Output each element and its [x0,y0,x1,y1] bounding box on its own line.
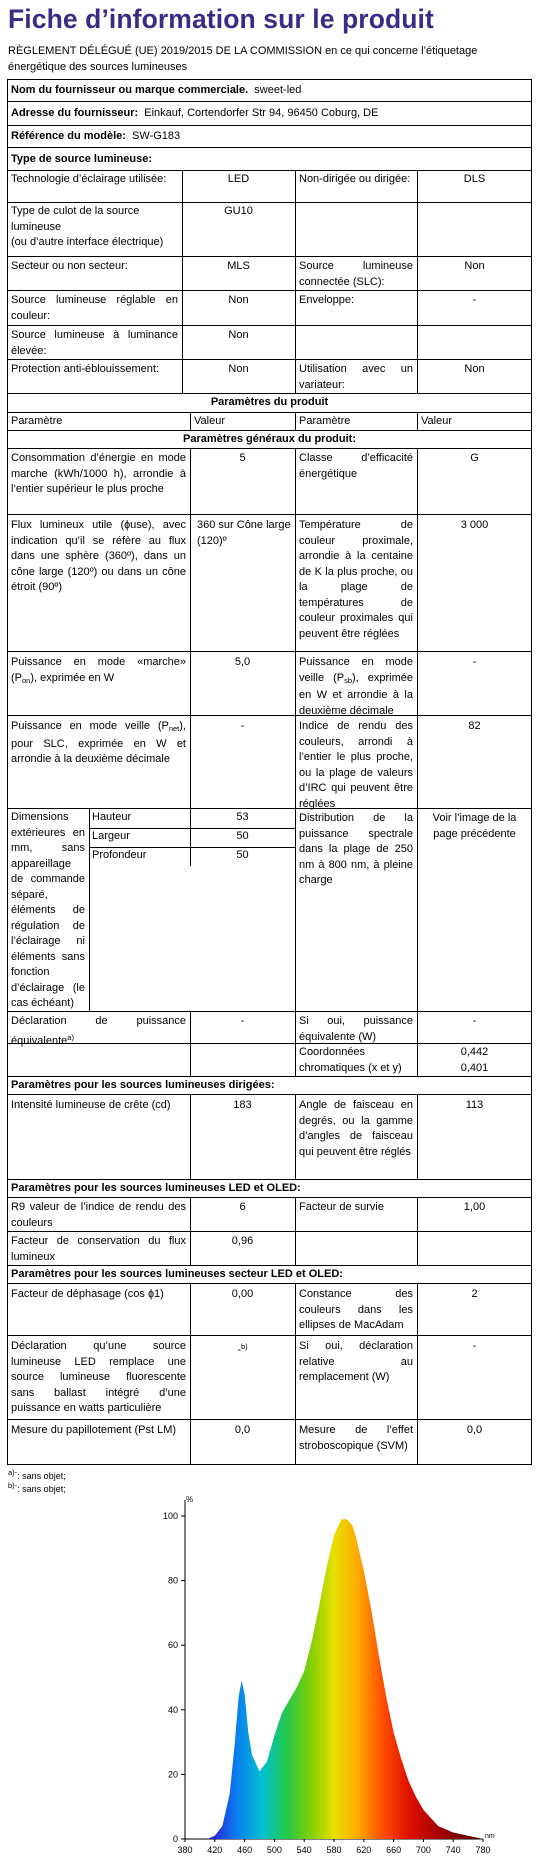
r9-value: 6 [239,1201,246,1213]
energy-value: 5 [239,452,246,464]
spectral-distribution-chart [140,1494,520,1869]
equivalent-yes-value: - [472,1015,477,1027]
footnote-a: $^{a)-}$: sans objet; [8,1468,66,1481]
general-params-heading: Paramètres généraux du produit: [183,433,356,445]
col-param-header: Paramètre [11,415,63,427]
beam-angle-value: 113 [465,1099,484,1111]
technology-label: Technologie d’éclairage utilisée: [11,173,167,185]
dimensions-row [8,809,531,1012]
x-tick-label: 660 [386,1845,402,1855]
model-label: Référence du modèle: [11,130,126,142]
mains-value: MLS [227,260,250,272]
macadam-value: 2 [471,1288,478,1300]
height-label: Hauteur [92,811,132,823]
source-type-heading-row [8,148,531,171]
peak-intensity-value: 183 [233,1099,252,1111]
connected-label: Source lumineuse connectée (SLC): [299,260,413,288]
directional-label: Non-dirigée ou dirigée: [299,173,411,185]
x-tick-label: 380 [177,1845,193,1855]
cap-type-label: Type de culot de la source lumineuse [11,205,140,233]
on-power-value: 5,0 [234,656,251,668]
replacement-row [8,1336,531,1420]
technology-value: LED [227,173,250,185]
dimensions-grid [89,809,295,867]
column-header-row [8,413,531,431]
chromaticity-y: 0,401 [460,1061,489,1074]
tunable-value: Non [228,294,249,306]
replacement-yes-label: Si oui, déclaration relative au remplacement (W) [299,1340,413,1383]
standby-power-label: Puissance en mode veille $(P_{sb})$, exprimée en W et arrondie à la deuxième décimale [299,656,413,717]
high-luminance-value: Non [228,329,249,341]
connected-value: Non [464,260,485,272]
cap-type-row [8,203,531,257]
tunable-row [8,291,531,326]
y-tick-label: 60 [167,1640,178,1651]
r9-label: R9 valeur de l’indice de rendu des couleurs [11,1201,186,1229]
cap-type-value: GU10 [224,205,253,217]
supplier-address-row [8,102,531,126]
flux-label: Flux lumineux utile (ɸuse), avec indication qu’il se réfère au flux dans une sphère (360º), dans un cône large (120º) ou dans un cône étroit (90º) [11,519,186,593]
col-value-header: Valeur [194,415,225,427]
tunable-label: Source lumineuse réglable en couleur: [11,294,178,322]
equivalent-yes-label: Si oui, puissance équivalente (W) [299,1015,413,1043]
supplier-name-row [8,80,531,102]
width-label: Largeur [92,830,130,842]
x-tick-label: 580 [326,1845,342,1855]
mains-led-heading-row [8,1266,531,1284]
product-table [7,79,532,1465]
replacement-value: -$^{b)}$ [237,1342,248,1356]
antiglare-value: Non [228,363,249,375]
regulation-text: RÈGLEMENT DÉLÉGUÉ (UE) 2019/2015 DE LA COMMISSION en ce qui concerne l’étiquetage énergétique des sources lumineuses [8,45,478,73]
x-tick-label: 460 [237,1845,253,1855]
phase-value: 0,00 [231,1288,254,1300]
mains-row [8,257,531,291]
chromaticity-label: Coordonnées chromatiques (x et y) [299,1046,402,1074]
general-heading-row [8,431,531,449]
col-value-header-2: Valeur [421,415,452,427]
chromaticity-x: 0,442 [460,1046,489,1058]
equivalent-power-value: - [240,1015,245,1027]
mains-led-heading: Paramètres pour les sources lumineuses secteur LED et OLED: [11,1268,343,1280]
energy-row [8,449,531,515]
survival-value: 1,00 [463,1201,486,1213]
y-tick-label: 100 [162,1511,178,1521]
network-standby-value: - [240,720,245,732]
y-axis-label: % [186,1495,194,1504]
x-tick-label: 780 [475,1845,491,1855]
phase-label: Facteur de déphasage (cos ɸ1) [11,1288,164,1300]
cri-value: 82 [468,720,481,732]
model-row [8,126,531,148]
supplier-address-value: Einkauf, Cortendorfer Str 94, 96450 Coburg, DE [144,107,379,119]
product-params-heading: Paramètres du produit [210,396,329,408]
y-tick-label: 40 [167,1704,178,1715]
r9-row [8,1198,531,1232]
energy-label: Consommation d’énergie en mode marche (kWh/1000 h), arrondie à l’entier supérieur le plus proche [11,452,186,495]
x-tick-label: 740 [445,1845,461,1855]
antiglare-row [8,360,531,394]
product-params-heading-row [8,394,531,413]
standby-power-value: - [472,656,477,668]
led-oled-heading: Paramètres pour les sources lumineuses LED et OLED: [11,1182,301,1194]
directional-heading: Paramètres pour les sources lumineuses dirigées: [11,1079,275,1091]
on-power-label: Puissance en mode «marche» $(P_{on})$, exprimée en W [11,656,186,685]
y-tick-label: 20 [167,1769,178,1780]
envelope-label: Enveloppe: [299,294,355,306]
width-value: 50 [236,830,249,842]
cri-label: Indice de rendu des couleurs, arrondi à l’entier le plus proche, ou la plage de valeurs d’IRC qui peuvent être réglées [299,720,413,810]
depth-label: Profondeur [92,849,147,861]
cct-value: 3 000 [460,519,489,531]
spectrum-series-area [207,1519,483,1839]
cct-label: Température de couleur proximale, arrondie à la centaine de K la plus proche, ou la plage de températures de couleur proximales qui peuvent être réglées [299,519,413,640]
spd-label: Distribution de la puissance spectrale dans la plage de 250 nm à 800 nm, à pleine charge [299,812,413,886]
network-standby-label: Puissance en mode veille $(P_{net})$, pour SLC, exprimée en W et arrondie à la deuxième décimale [11,720,186,765]
peak-intensity-label: Intensité lumineuse de crête (cd) [11,1099,171,1111]
replacement-yes-value: - [472,1340,477,1352]
antiglare-label: Protection anti-éblouissement: [11,363,159,375]
survival-label: Facteur de survie [299,1201,384,1213]
stroboscopic-label: Mesure de l’effet stroboscopique (SVM) [299,1424,413,1452]
flicker-row [8,1420,531,1464]
cap-type-label-2: (ou d’autre interface électrique) [11,236,164,248]
spd-value: Voir l’image de la page précédente [432,812,517,840]
flicker-value: 0,0 [234,1424,251,1436]
technology-row [8,171,531,203]
phase-row [8,1284,531,1336]
mains-label: Secteur ou non secteur: [11,260,128,272]
depth-value: 50 [236,849,249,861]
flux-value: 360 sur Cône large (120)º [197,519,291,547]
col-param-header-2: Paramètre [299,415,351,427]
chromaticity-row [8,1044,531,1077]
equivalent-power-row [8,1012,531,1047]
supplier-name-label: Nom du fournisseur ou marque commerciale. [11,84,249,96]
maintenance-value: 0,96 [231,1235,254,1247]
page-title: Fiche d’information sur le produit [8,4,434,34]
high-luminance-label: Source lumineuse à luminance élevée: [11,329,178,357]
maintenance-row [8,1232,531,1266]
x-tick-label: 540 [296,1845,312,1855]
on-power-row [8,652,531,716]
high-luminance-row [8,326,531,360]
replacement-label: Déclaration qu’une source lumineuse LED remplace une source lumineuse fluorescente sans ballast intégré d’une puissance en watts particulière [11,1340,186,1414]
led-oled-heading-row [8,1180,531,1198]
peak-intensity-row [8,1095,531,1180]
envelope-value: - [472,294,477,306]
y-tick-label: 80 [167,1575,178,1586]
source-type-heading: Type de source lumineuse: [11,153,153,165]
dimmer-value: Non [464,363,485,375]
x-axis-label: nm [485,1833,495,1840]
stroboscopic-value: 0,0 [466,1424,483,1436]
beam-angle-label: Angle de faisceau en degrés, ou la gamme d’angles de faisceau qui peuvent être réglés [299,1099,413,1158]
model-value: SW-G183 [132,130,181,142]
efficiency-class-value: G [470,452,479,464]
directional-heading-row [8,1077,531,1095]
network-standby-row [8,716,531,809]
x-tick-label: 700 [415,1845,431,1855]
maintenance-label: Facteur de conservation du flux lumineux [11,1235,186,1263]
y-tick-label: 0 [172,1834,178,1844]
footnote-b: $^{b)-}$: sans objet; [8,1481,66,1494]
x-tick-label: 420 [207,1845,223,1855]
x-tick-label: 500 [266,1845,282,1855]
x-tick-label: 620 [356,1845,372,1855]
dimensions-label: Dimensions extérieures en mm, sans appareillage de commande séparé, éléments de régulation de l’éclairage ni éléments sans fonction d’éclairage (le cas échéant) [11,811,85,1009]
equivalent-power-label: Déclaration de puissance équivalente$^{a)}$ [11,1015,186,1047]
macadam-label: Constance des couleurs dans les ellipses de MacAdam [299,1288,413,1331]
height-value: 53 [236,811,249,823]
directional-value: DLS [463,173,486,185]
dimmer-label: Utilisation avec un variateur: [299,363,413,391]
supplier-name-value: sweet-led [254,84,302,96]
flux-row [8,515,531,652]
supplier-address-label: Adresse du fournisseur: [11,107,139,119]
flicker-label: Mesure du papillotement (Pst LM) [11,1424,177,1436]
efficiency-class-label: Classe d’efficacité énergétique [299,452,413,480]
